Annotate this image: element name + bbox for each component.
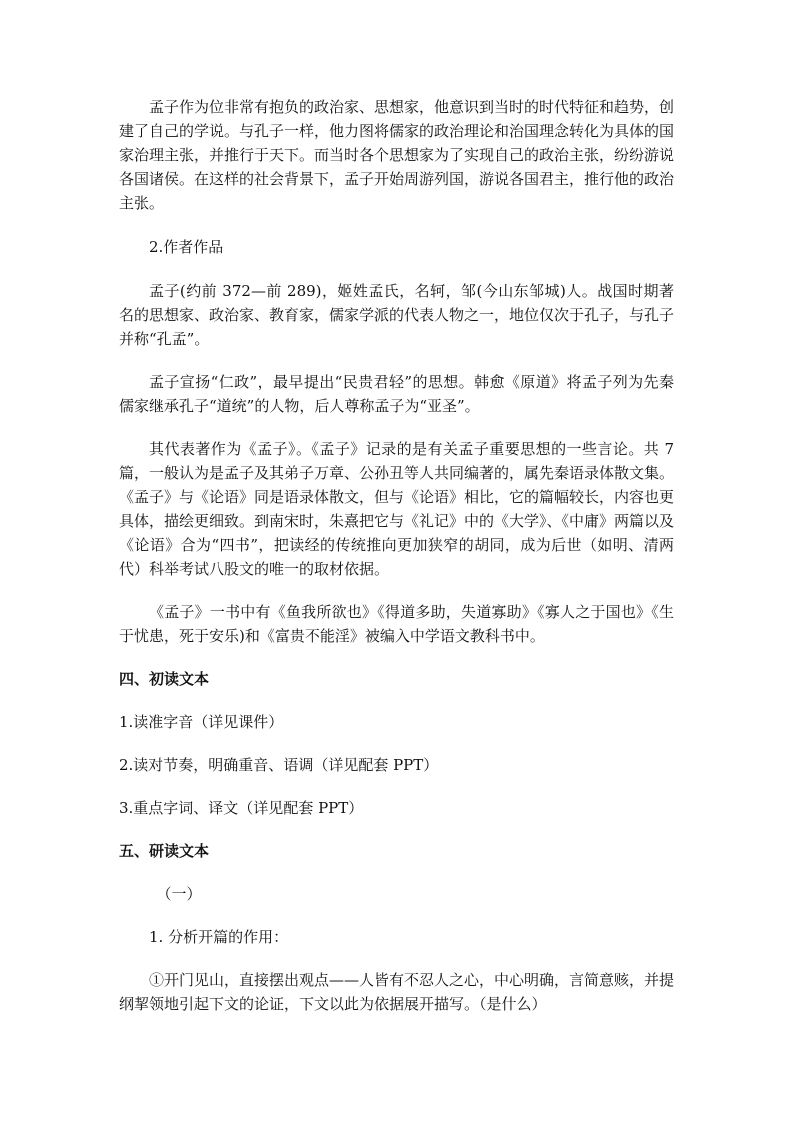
paragraph-mencius-bio: 孟子(约前 372—前 289)，姬姓孟氏，名轲，邹(今山东邹城)人。战国时期著名的思想家、政治家、教育家，儒家学派的代表人物之一，地位仅次于孔子，与孔子并称“孔孟”。 <box>119 282 675 348</box>
document-page <box>119 95 674 1016</box>
subsection-one: （一） <box>156 885 202 903</box>
paragraph-textbook-selections: 《孟子》一书中有《鱼我所欲也》《得道多助，失道寡助》《寡人之于国也》《生于忧患，死于安乐)和《富贵不能淫》被编入中学语文教科书中。 <box>119 603 674 645</box>
paragraph-background: 孟子作为位非常有抱负的政治家、思想家，他意识到当时的时代特征和趋势，创建了自己的学说。与孔子一样，他力图将儒家的政治理论和治国理念转化为具体的国家治理主张，并推行于天下。而当时各个思想家为了实现自己的政治主张，纷纷游说各国诸侯。在这样的社会背景下，孟子开始周游列国，游说各国君主，推行他的政治主张。 <box>119 98 675 212</box>
section-author-works: 2.作者作品 <box>149 238 224 256</box>
list-item-pronunciation: 1.读准字音（详见课件） <box>119 713 284 731</box>
heading-study-text: 五、研读文本 <box>119 842 210 860</box>
paragraph-opening-effect: ①开门见山，直接摆出观点——人皆有不忍人之心，中心明确，言简意赅，并提纲挈领地引起下文的论证，下文以此为依据展开描写。（是什么） <box>119 971 675 1013</box>
list-item-rhythm: 2.读对节奏，明确重音、语调（详见配套 PPT） <box>119 756 439 774</box>
paragraph-mencius-thought: 孟子宣扬“仁政”，最早提出“民贵君轻”的思想。韩愈《原道》将孟子列为先秦儒家继承孔子“道统”的人物，后人尊称孟子为“亚圣”。 <box>119 373 674 415</box>
heading-first-reading: 四、初读文本 <box>119 670 210 688</box>
paragraph-mencius-book: 其代表著作为《孟子》。《孟子》记录的是有关孟子重要思想的一些言论。共 7 篇，一般认为是孟子及其弟子万章、公孙丑等人共同编著的，属先秦语录体散文集。《孟子》与《论语》同是语录体散文，但与《论语》相比，它的篇幅较长，内容也更具体，描绘更细致。到南宋时，朱熹把它与《礼记》中的《大学》、《中庸》两篇以及《论语》合为“四书”，把读经的传统推向更加狭窄的胡同，成为后世（如明、清两代）科举考试八股文的唯一的取材依据。 <box>119 440 675 578</box>
list-item-vocabulary: 3.重点字词、译文（详见配套 PPT） <box>119 799 364 817</box>
subsection-opening-analysis: 1. 分析开篇的作用： <box>149 928 289 946</box>
